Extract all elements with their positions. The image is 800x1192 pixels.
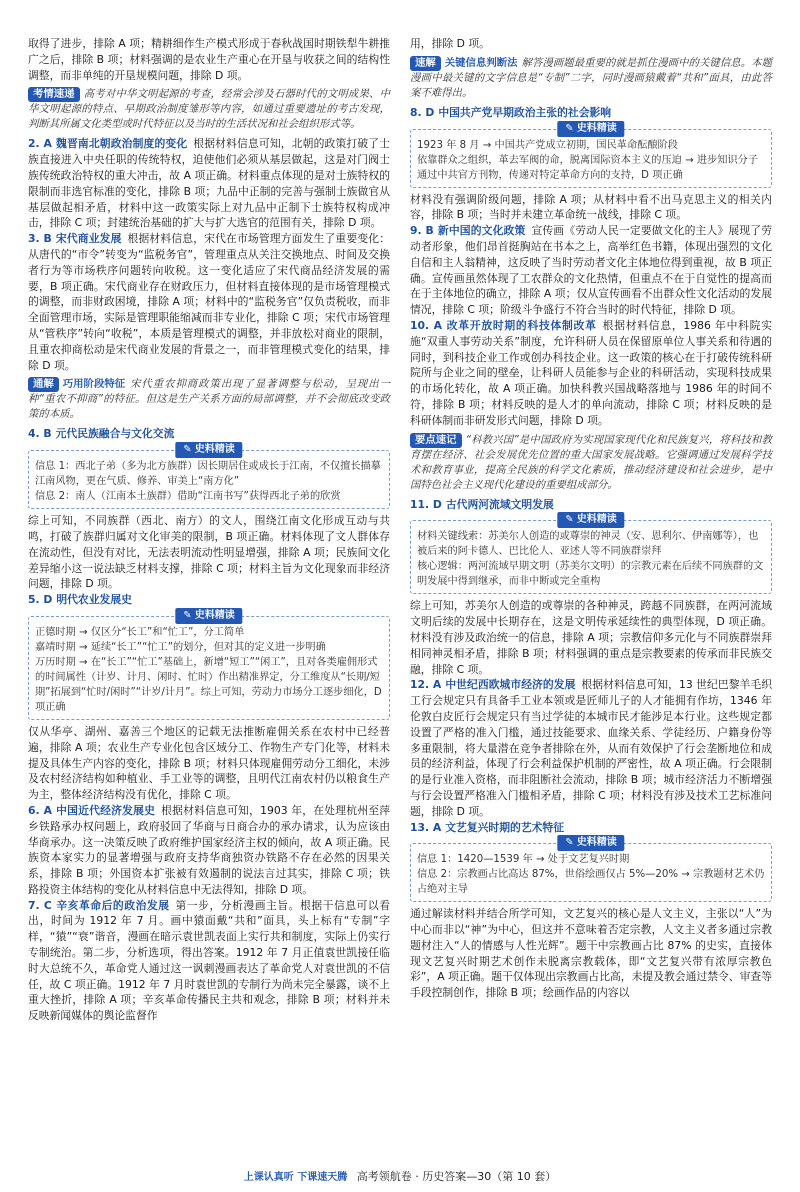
paragraph: 取得了进步，排除 A 项；精耕细作生产模式形成于春秋战国时期铁犁牛耕推广之后，排除 B 项；材料强调的是农业生产重心在开垦与收获之间的结构性调整，而非单纯的开垦规模问题，排除 D 项。 <box>28 37 390 82</box>
source-reading-label <box>557 121 624 137</box>
question-number: 13. A <box>410 820 442 834</box>
question-topic: 辛亥革命后的政治发展 <box>55 898 170 912</box>
source-line: 正德时期 → 仅区分“长工”和“忙工”，分工简单 <box>35 626 245 638</box>
source-line: 信息 1：西北子弟（多为北方族群）因长期居住或成长于江南，不仅擅长描摹江南风物，更在气质、修养、审美上“南方化” <box>35 461 381 488</box>
tip-note <box>28 87 390 132</box>
question-number: 8. D <box>410 105 435 119</box>
question-answer <box>410 497 772 513</box>
source-reading-title: 史料精读 <box>576 122 617 134</box>
page-footer <box>0 1168 800 1184</box>
answer-text: 第一步，分析漫画主旨。根据干信息可以看出，时间为 1912 年 7 月。画中猿面戴“共和”面具，头上标有“专制”字样，“猿”“衰”谐音，漫画在暗示袁世凯表面上实行共和制度，实际上仍实行专制统治。第二步，分析选项，得出答案。1912 年 7 月正值袁世凯接任临时大总统不久，革命党人通过这一讽刺漫画表达了革命党人对袁世凯的不信任，故 C 项正确。1912 年 7 月时袁世凯的专制行为尚未完全暴露，谈不上重大挫折，排除 A 项；辛亥革命传播民主共和观念，排除 B 项；材料并未反映新闻媒体的舆论监督作 <box>28 898 391 1023</box>
pen-icon: ✎ <box>565 122 574 134</box>
left-column <box>28 36 390 1024</box>
source-reading-title: 史料精读 <box>194 444 235 456</box>
tip-note <box>28 377 390 422</box>
tip-badge: 考情速递 <box>28 87 80 102</box>
question-topic: 中国共产党早期政治主张的社会影响 <box>438 105 612 119</box>
question-number: 11. D <box>410 497 442 511</box>
paragraph: 材料没有强调阶级问题，排除 A 项；从材料中看不出马克思主义的相关内容，排除 B 项；当时并未建立革命统一战线，排除 C 项。 <box>410 192 772 222</box>
tip-note <box>410 433 772 493</box>
question-topic: 文艺复兴时期的艺术特征 <box>445 820 565 834</box>
tip-subtitle: 巧用阶段特征 <box>62 378 126 391</box>
tip-subtitle: 关键信息判断法 <box>444 56 518 69</box>
source-reading-box <box>410 122 772 188</box>
source-reading-title: 史料精读 <box>576 514 617 526</box>
source-line: 嘉靖时期 → 延续“长工”“忙工”的划分，但对其的定义进一步明确 <box>35 641 326 653</box>
question-number: 10. A <box>410 318 442 332</box>
source-reading-label <box>175 608 242 624</box>
paragraph: 用，排除 D 项。 <box>410 37 490 50</box>
pen-icon: ✎ <box>565 514 574 526</box>
source-reading-label <box>557 835 624 851</box>
right-column <box>410 36 772 1001</box>
question-answer <box>410 223 772 318</box>
tip-body: 解答漫画题最重要的就是抓住漫画中的关键信息。本题漫画中最关键的文字信息是“专制”二字，同时漫画猿戴着“共和”面具，由此答案不难得出。 <box>410 56 772 99</box>
answer-text: 根据材料信息，宋代在市场管理方面发生了重要变化：从唐代的“市令”转变为“监税务官”，管理重点从关注交换地点、时间及交换者行为等市场秩序问题转向收税。这一变化适应了宋代商品经济发展的需要，B 项正确。宋代商业存在财政压力，但材料直接体现的是市场管理模式的调整，而非财政困境，排除 A 项；材料中的“监税务官”仅负责税收，而非全面管理市场，实际是管理职能缩减而非专业化，排除 C 项；宋代市场管理从“管秩序”转向“收税”，本质是管理模式的调整，并非放松对商业的限制，且重农抑商松动是宋代商业发展的背景之一，而非管理模式变化的结果，排除 D 项。 <box>28 232 390 372</box>
question-topic: 新中国的文化政策 <box>437 224 526 238</box>
paragraph: 通过解读材料并结合所学可知，文艺复兴的核心是人文主义，主张以“人”为中心而非以“神”为中心，但这并不意味着否定宗教，人文主义者多通过宗教题材注入“人的情感与人性光辉”。题干中宗教画占比 87% 的史实，直接体现文艺复兴时期艺术创作未脱离宗教载体，即“文艺复兴带有浓厚宗教色彩”，A 项正确。题干仅体现出宗教画占比高，未提及教会通过禁令、审查等手段控制创作，排除 B 项；绘画作品的内容以 <box>410 907 772 1000</box>
question-topic: 古代两河流域文明发展 <box>445 497 554 511</box>
pen-icon: ✎ <box>183 444 192 456</box>
footer-text: 高考领航卷 · 历史答案—30（第 10 套） <box>356 1170 557 1183</box>
source-line: 信息 1：1420—1539 年 → 处于文艺复兴时期 <box>417 854 630 866</box>
question-topic: 改革开放时期的科技体制改革 <box>445 318 597 332</box>
question-answer <box>28 426 390 442</box>
answer-text: 宣传画《劳动人民一定要做文化的主人》展现了劳动者形象，他们昂首挺胸站在书本之上，高举红色书籍，体现出强烈的文化自信和主人翁精神，这反映了当时劳动者文化主体地位得到重视，故 B 项正确。宣传画虽然体现了工农群众的文化热情，但重点不在于自觉性的提高而在于主体地位的确立，排除 A 项；仅从宣传画看不出群众性文化活动的发展情况，排除 C 项；阶级斗争盛行不符合当时的时代特征，排除 D 项。 <box>410 224 773 317</box>
source-reading-box <box>410 514 772 594</box>
paragraph: 仅从华亭、湖州、嘉善三个地区的记载无法推断雇佣关系在农村中已经普遍，排除 A 项；农业生产专业化包含区域分工、作物生产专门化等，材料未提及具体生产内容的变化，排除 B 项；材料只体现雇佣劳动分工细化，未涉及农村经济结构如种植业、手工业等的调整，且明代江南农村仍以粮食生产为主，整体经济结构没有优化，排除 C 项。 <box>28 724 390 802</box>
source-line: 1923 年 8 月 → 中国共产党成立初期，国民革命酝酿阶段 <box>417 139 678 151</box>
tip-note <box>410 56 772 101</box>
pen-icon: ✎ <box>565 837 574 849</box>
source-line: 信息 2：南人（江南本土族群）借助“江南书写”获得西北子弟的欣赏 <box>35 491 341 503</box>
question-topic: 宋代商业发展 <box>55 232 122 246</box>
question-number: 2. A <box>28 137 52 151</box>
answer-text: 根据材料信息可知，1903 年，在处理杭州至萍乡铁路承办权问题上，政府驳回了华商与日商合办的承办请求，认为应该由华商承办。这一决策反映了政府维护国家经济主权的倾向，故 A 项正确。民族资本家实力的显著增强与政府支持华商独资办铁路不存在必然的因果关系，排除 B 项；外国资本扩张被有效遏制的说法言过其实，排除 C 项；铁路投资主体结构的变化从材料信息中无法得知，排除 D 项。 <box>28 803 390 896</box>
question-answer <box>28 898 390 1024</box>
question-number: 7. C <box>28 898 52 912</box>
question-topic: 魏晋南北朝政治制度的变化 <box>55 137 188 151</box>
question-number: 9. B <box>410 224 434 238</box>
question-number: 6. A <box>28 803 52 817</box>
source-reading-box <box>28 609 390 720</box>
source-line: 万历时期 → 在“长工”“忙工”基础上，新增“短工”“闲工”，且对各类雇佣形式的时间属性（计岁、计月、闲时、忙时）作出精准界定，分工维度从“长期/短期”拓展到“忙时/闲时”“计岁/计月”。综上可知，劳动力市场分工逐步细化，D 项正确 <box>35 656 382 713</box>
source-reading-box <box>28 444 390 509</box>
question-answer <box>28 592 390 608</box>
question-answer <box>410 105 772 121</box>
pen-icon: ✎ <box>183 609 192 621</box>
tip-badge: 速解 <box>410 56 441 71</box>
source-line: 材料关键线索：苏美尔人创造的或尊崇的神灵（安、恩利尔、伊南娜等），也被后来的阿卡德人、巴比伦人、亚述人等不同族群崇拜 <box>417 531 759 558</box>
question-number: 12. A <box>410 678 442 692</box>
source-line: 核心逻辑：两河流域早期文明（苏美尔文明）的宗教元素在后续不同族群的文明发展中得到继承，而非中断或完全重构 <box>417 561 764 588</box>
source-reading-box <box>410 837 772 902</box>
question-number: 4. B <box>28 427 52 441</box>
source-line: 依靠群众之组织，革去军阀的命，脱离国际资本主义的压迫 → 进步知识分子通过中共官方刊物，传递对特定革命方向的支持，D 项正确 <box>417 154 759 181</box>
question-answer <box>28 136 390 231</box>
question-number: 3. B <box>28 232 52 246</box>
question-topic: 中国近代经济发展史 <box>55 803 156 817</box>
question-topic: 元代民族融合与文化交流 <box>55 427 175 441</box>
source-reading-title: 史料精读 <box>194 609 235 621</box>
question-answer <box>28 803 390 898</box>
tip-body: 高考对中华文明起源的考查，经常会涉及石器时代的文明成果、中华文明起源的特点、早期政治制度雏形等内容，如通过重要遗址的考古发现，判断其所属文化类型或时代特征以及当时的生活状况和社会组织形式等。 <box>28 88 390 131</box>
question-answer <box>410 820 772 836</box>
tip-badge: 要点速记 <box>410 433 462 448</box>
paragraph: 综上可知，苏美尔人创造的或尊崇的各种神灵，跨越不同族群，在两河流域文明后续的发展中长期存在，这是文明传承延续性的典型体现，D 项正确。材料没有涉及政治统一的信息，排除 A 项；宗教信仰多元化与不同族群崇拜相同神灵相矛盾，排除 B 项；材料强调的重点是宗教要素的传承而非民族交融，排除 C 项。 <box>410 599 772 676</box>
source-line: 信息 2：宗教画占比高达 87%，世俗绘画仅占 5%—20% → 宗教题材艺术仍占绝对主导 <box>417 869 765 896</box>
source-reading-label <box>557 512 624 528</box>
answer-text: 根据材料信息可知，北朝的政策打破了士族直接进入中央任职的传统特权，迫使他们必须从基层做起，这是对门阀士族传统政治特权的重大冲击，故 A 项正确。材料重点体现的是对士族特权的限制而非选官标准的变化，排除 B 项；九品中正制的完善与强制士族做官从基层做起相矛盾，材料中这一政策实际上对九品中正制下士族特权构成冲击，排除 C 项；封建统治基础的扩大与扩大选官的范围有关，排除 D 项。 <box>28 137 390 230</box>
tip-body: “科教兴国”是中国政府为实现国家现代化和民族复兴，将科技和教育摆在经济、社会发展优先位置的重大国家发展战略。它强调通过发展科学技术和教育事业，提高全民族的科学文化素质，推动经济建设和社会进步，是中国特色社会主义现代化建设的重要组成部分。 <box>410 433 772 491</box>
question-answer <box>410 318 772 429</box>
question-number: 5. D <box>28 593 53 607</box>
tip-badge: 通解 <box>28 377 59 392</box>
source-reading-label <box>175 442 242 458</box>
tip-body: 宋代重农抑商政策出现了显著调整与松动，呈现出一种“重农不抑商”的特征。但这是生产关系方面的局部调整，并不会彻底改变政策的本质。 <box>28 378 390 421</box>
answer-text: 根据材料信息可知，13 世纪巴黎羊毛织工行会规定只有具备手工业本领或是匠师儿子的人才能拥有作坊，1346 年伦敦白皮匠行会规定只有当过学徒的本城市民才能涉足本行业。这些规定都设置了严格的准入门槛，通过技能要求、血缘关系、学徒经历、户籍身份等多重限制，将大量潜在竞争者排除在外，从而有效保护了行会垄断地位和成员的经济利益，体现了行会利益保护机制的严密性，故 A 项正确。行会限制的是行业准入资格，而非阻断社会流动，排除 B 项；城市经济活力不断增强与行会设置严格准入门槛相矛盾，排除 C 项；材料没有涉及技术工艺标准问题，排除 D 项。 <box>410 678 773 818</box>
answer-text: 根据材料信息，1986 年中科院实施“双重人事劳动关系”制度，允许科研人员在保留原单位人事关系和待遇的同时，到科技企业工作或创办科技企业。这一政策的核心在于打破传统科研院所与企业之间的壁垒，让科研人员能参与企业的科研活动，实现科技成果的市场化转化，故 A 项正确。加快科教兴国战略落地与 1986 年的时间不符，排除 B 项；材料反映的是人才的单向流动，排除 C 项；材料反映的是科研体制而非研发形式问题，排除 D 项。 <box>410 318 772 427</box>
question-topic: 明代农业发展史 <box>56 593 132 607</box>
publisher-logo: 上课认真听 下课速天腾 <box>243 1172 348 1183</box>
paragraph: 综上可知，不同族群（西北、南方）的文人，围绕江南文化形成互动与共鸣，打破了族群归属对文化审美的限制，B 项正确。材料体现了文人群体存在流动性，但没有对比，无法表明流动性明显增强，排除 A 项；民族间文化差异缩小这一说法缺乏材料支撑，排除 C 项；材料主旨为文化现象而非经济问题，排除 D 项。 <box>28 514 390 591</box>
question-answer <box>28 231 390 373</box>
question-answer <box>410 677 772 819</box>
source-reading-title: 史料精读 <box>576 837 617 849</box>
question-topic: 中世纪西欧城市经济的发展 <box>445 678 576 692</box>
